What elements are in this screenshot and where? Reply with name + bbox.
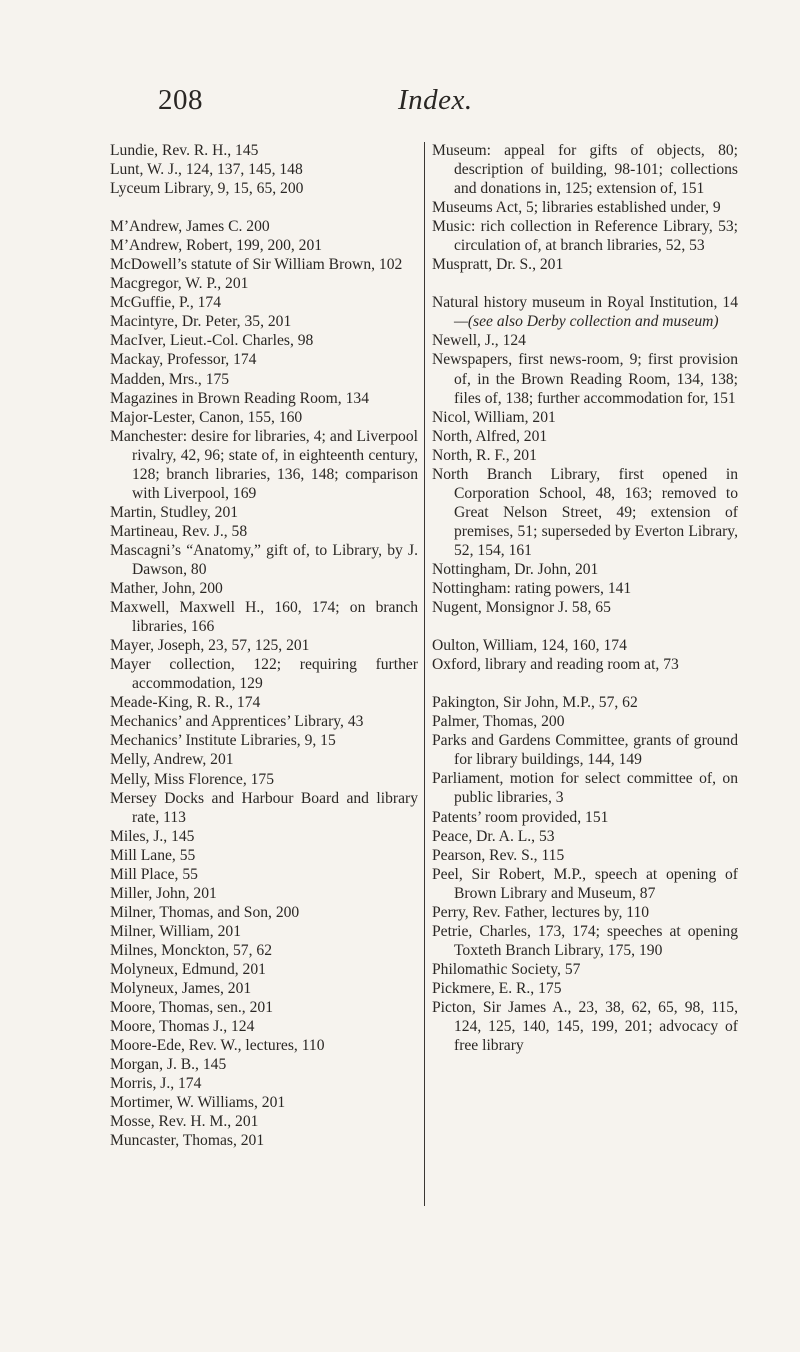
letter-group-gap [110,198,418,217]
index-entry: Museum: appeal for gifts of objects, 80; description of building, 98-101; collections and donations in, 125; extension of, 151 [432,142,738,198]
index-entry: Peace, Dr. A. L., 53 [432,827,555,845]
index-entry: Pearson, Rev. S., 115 [432,846,565,864]
index-entry: Pickmere, E. R., 175 [432,979,562,997]
index-entry: Mosse, Rev. H. M., 201 [110,1113,259,1131]
index-entry: Lunt, W. J., 124, 137, 145, 148 [110,161,303,179]
page-header [0,84,800,124]
index-entry: Mechanics’ and Apprentices’ Library, 43 [110,713,364,731]
index-entry: Moore, Thomas J., 124 [110,1018,255,1036]
right-index-column [432,141,738,1055]
index-entry: North Branch Library, first opened in Corporation School, 48, 163; removed to Great Nelson Street, 49; extension of premises, 51; superseded by Everton Library, 52, 154, 161 [432,465,738,559]
index-entry: Macintyre, Dr. Peter, 35, 201 [110,313,292,331]
index-entry: Mortimer, W. Williams, 201 [110,1094,286,1112]
index-entry: Parks and Gardens Committee, grants of ground for library buildings, 144, 149 [432,732,738,769]
index-entry: Palmer, Thomas, 200 [432,713,565,731]
index-entry: Molyneux, James, 201 [110,980,252,998]
index-entry: MacIver, Lieut.-Col. Charles, 98 [110,332,314,350]
index-entry: Muncaster, Thomas, 201 [110,1132,265,1150]
index-entry: Music: rich collection in Reference Library, 53; circulation of, at branch libraries, 52, 53 [432,218,738,255]
index-entry: Peel, Sir Robert, M.P., speech at opening of Brown Library and Museum, 87 [432,865,738,902]
index-entry: Mersey Docks and Harbour Board and library rate, 113 [110,789,418,826]
index-entry: Mechanics’ Institute Libraries, 9, 15 [110,732,336,750]
index-entry: M’Andrew, James C. 200 [110,218,270,236]
index-entry: Miles, J., 145 [110,827,195,845]
page-number: 208 [158,84,203,116]
index-entry: Mayer, Joseph, 23, 57, 125, 201 [110,637,310,655]
column-divider [424,142,425,1206]
index-entry: Parliament, motion for select committee of, on public libraries, 3 [432,770,738,807]
see-also-reference: —(see also Derby collection and museum) [454,313,719,331]
index-entry: McDowell’s statute of Sir William Brown, 102 [110,256,403,274]
index-entry: Manchester: desire for libraries, 4; and Liverpool rivalry, 42, 96; state of, in eighteenth century, 128; branch libraries, 136, 148; comparison with Liverpool, 169 [110,427,418,502]
index-entry: Magazines in Brown Reading Room, 134 [110,389,369,407]
index-entry: Martin, Studley, 201 [110,503,239,521]
index-entry: M’Andrew, Robert, 199, 200, 201 [110,237,323,255]
index-entry: Museums Act, 5; libraries established under, 9 [432,199,721,217]
index-entry: Philomathic Society, 57 [432,960,581,978]
index-entry: Nicol, William, 201 [432,408,556,426]
index-entry: Oxford, library and reading room at, 73 [432,656,679,674]
index-entry: Moore-Ede, Rev. W., lectures, 110 [110,1037,325,1055]
index-entry: Nugent, Monsignor J. 58, 65 [432,599,611,617]
index-entry: Mill Place, 55 [110,865,198,883]
index-entry: Newell, J., 124 [432,332,526,350]
letter-group-gap [432,674,738,693]
left-index-column [110,141,418,1150]
index-entry: Muspratt, Dr. S., 201 [432,256,564,274]
index-entry: McGuffie, P., 174 [110,294,222,312]
index-entry: Mather, John, 200 [110,580,223,598]
index-entry: Milner, Thomas, and Son, 200 [110,903,300,921]
index-entry: Nottingham: rating powers, 141 [432,580,632,598]
index-entry: Meade-King, R. R., 174 [110,694,261,712]
index-entry: Major-Lester, Canon, 155, 160 [110,408,303,426]
index-entry: Newspapers, first news-room, 9; first provision of, in the Brown Reading Room, 134, 138; files of, 138; further accommodation for, 151 [432,351,738,407]
index-entry: Perry, Rev. Father, lectures by, 110 [432,903,650,921]
index-entry: Molyneux, Edmund, 201 [110,960,266,978]
index-entry: Lyceum Library, 9, 15, 65, 200 [110,180,304,198]
index-entry: Mascagni’s “Anatomy,” gift of, to Library, by J. Dawson, 80 [110,541,418,578]
index-entry: Morgan, J. B., 145 [110,1056,227,1074]
index-entry: Oulton, William, 124, 160, 174 [432,637,627,655]
index-entry: Picton, Sir James A., 23, 38, 62, 65, 98, 115, 124, 125, 140, 145, 199, 201; advocacy of free library [432,998,738,1055]
index-entry: Moore, Thomas, sen., 201 [110,999,273,1017]
index-entry: Nottingham, Dr. John, 201 [432,560,599,578]
index-entry: Maxwell, Maxwell H., 160, 174; on branch libraries, 166 [110,599,418,636]
index-entry: Macgregor, W. P., 201 [110,275,249,293]
index-entry: Morris, J., 174 [110,1075,202,1093]
index-entry: Madden, Mrs., 175 [110,370,230,388]
index-entry: Lundie, Rev. R. H., 145 [110,142,259,159]
index-entry: Miller, John, 201 [110,884,217,902]
index-entry: North, Alfred, 201 [432,427,548,445]
index-entry: Petrie, Charles, 173, 174; speeches at opening Toxteth Branch Library, 175, 190 [432,922,738,959]
index-entry: Mill Lane, 55 [110,846,196,864]
index-entry: Melly, Andrew, 201 [110,751,234,769]
index-entry: Mayer collection, 122; requiring further accommodation, 129 [110,656,418,693]
index-entry: Pakington, Sir John, M.P., 57, 62 [432,694,638,712]
index-entry: Patents’ room provided, 151 [432,808,609,826]
index-entry: Milnes, Monckton, 57, 62 [110,941,272,959]
index-entry: Martineau, Rev. J., 58 [110,522,248,540]
letter-group-gap [432,617,738,636]
index-entry: Milner, William, 201 [110,922,241,940]
index-entry: Mackay, Professor, 174 [110,351,257,369]
letter-group-gap [432,274,738,293]
index-entry: Natural history museum in Royal Institution, 14—(see also Derby collection and museum) [432,294,738,331]
index-entry: Melly, Miss Florence, 175 [110,770,275,788]
running-head-title: Index. [398,84,473,116]
index-entry: North, R. F., 201 [432,446,537,464]
